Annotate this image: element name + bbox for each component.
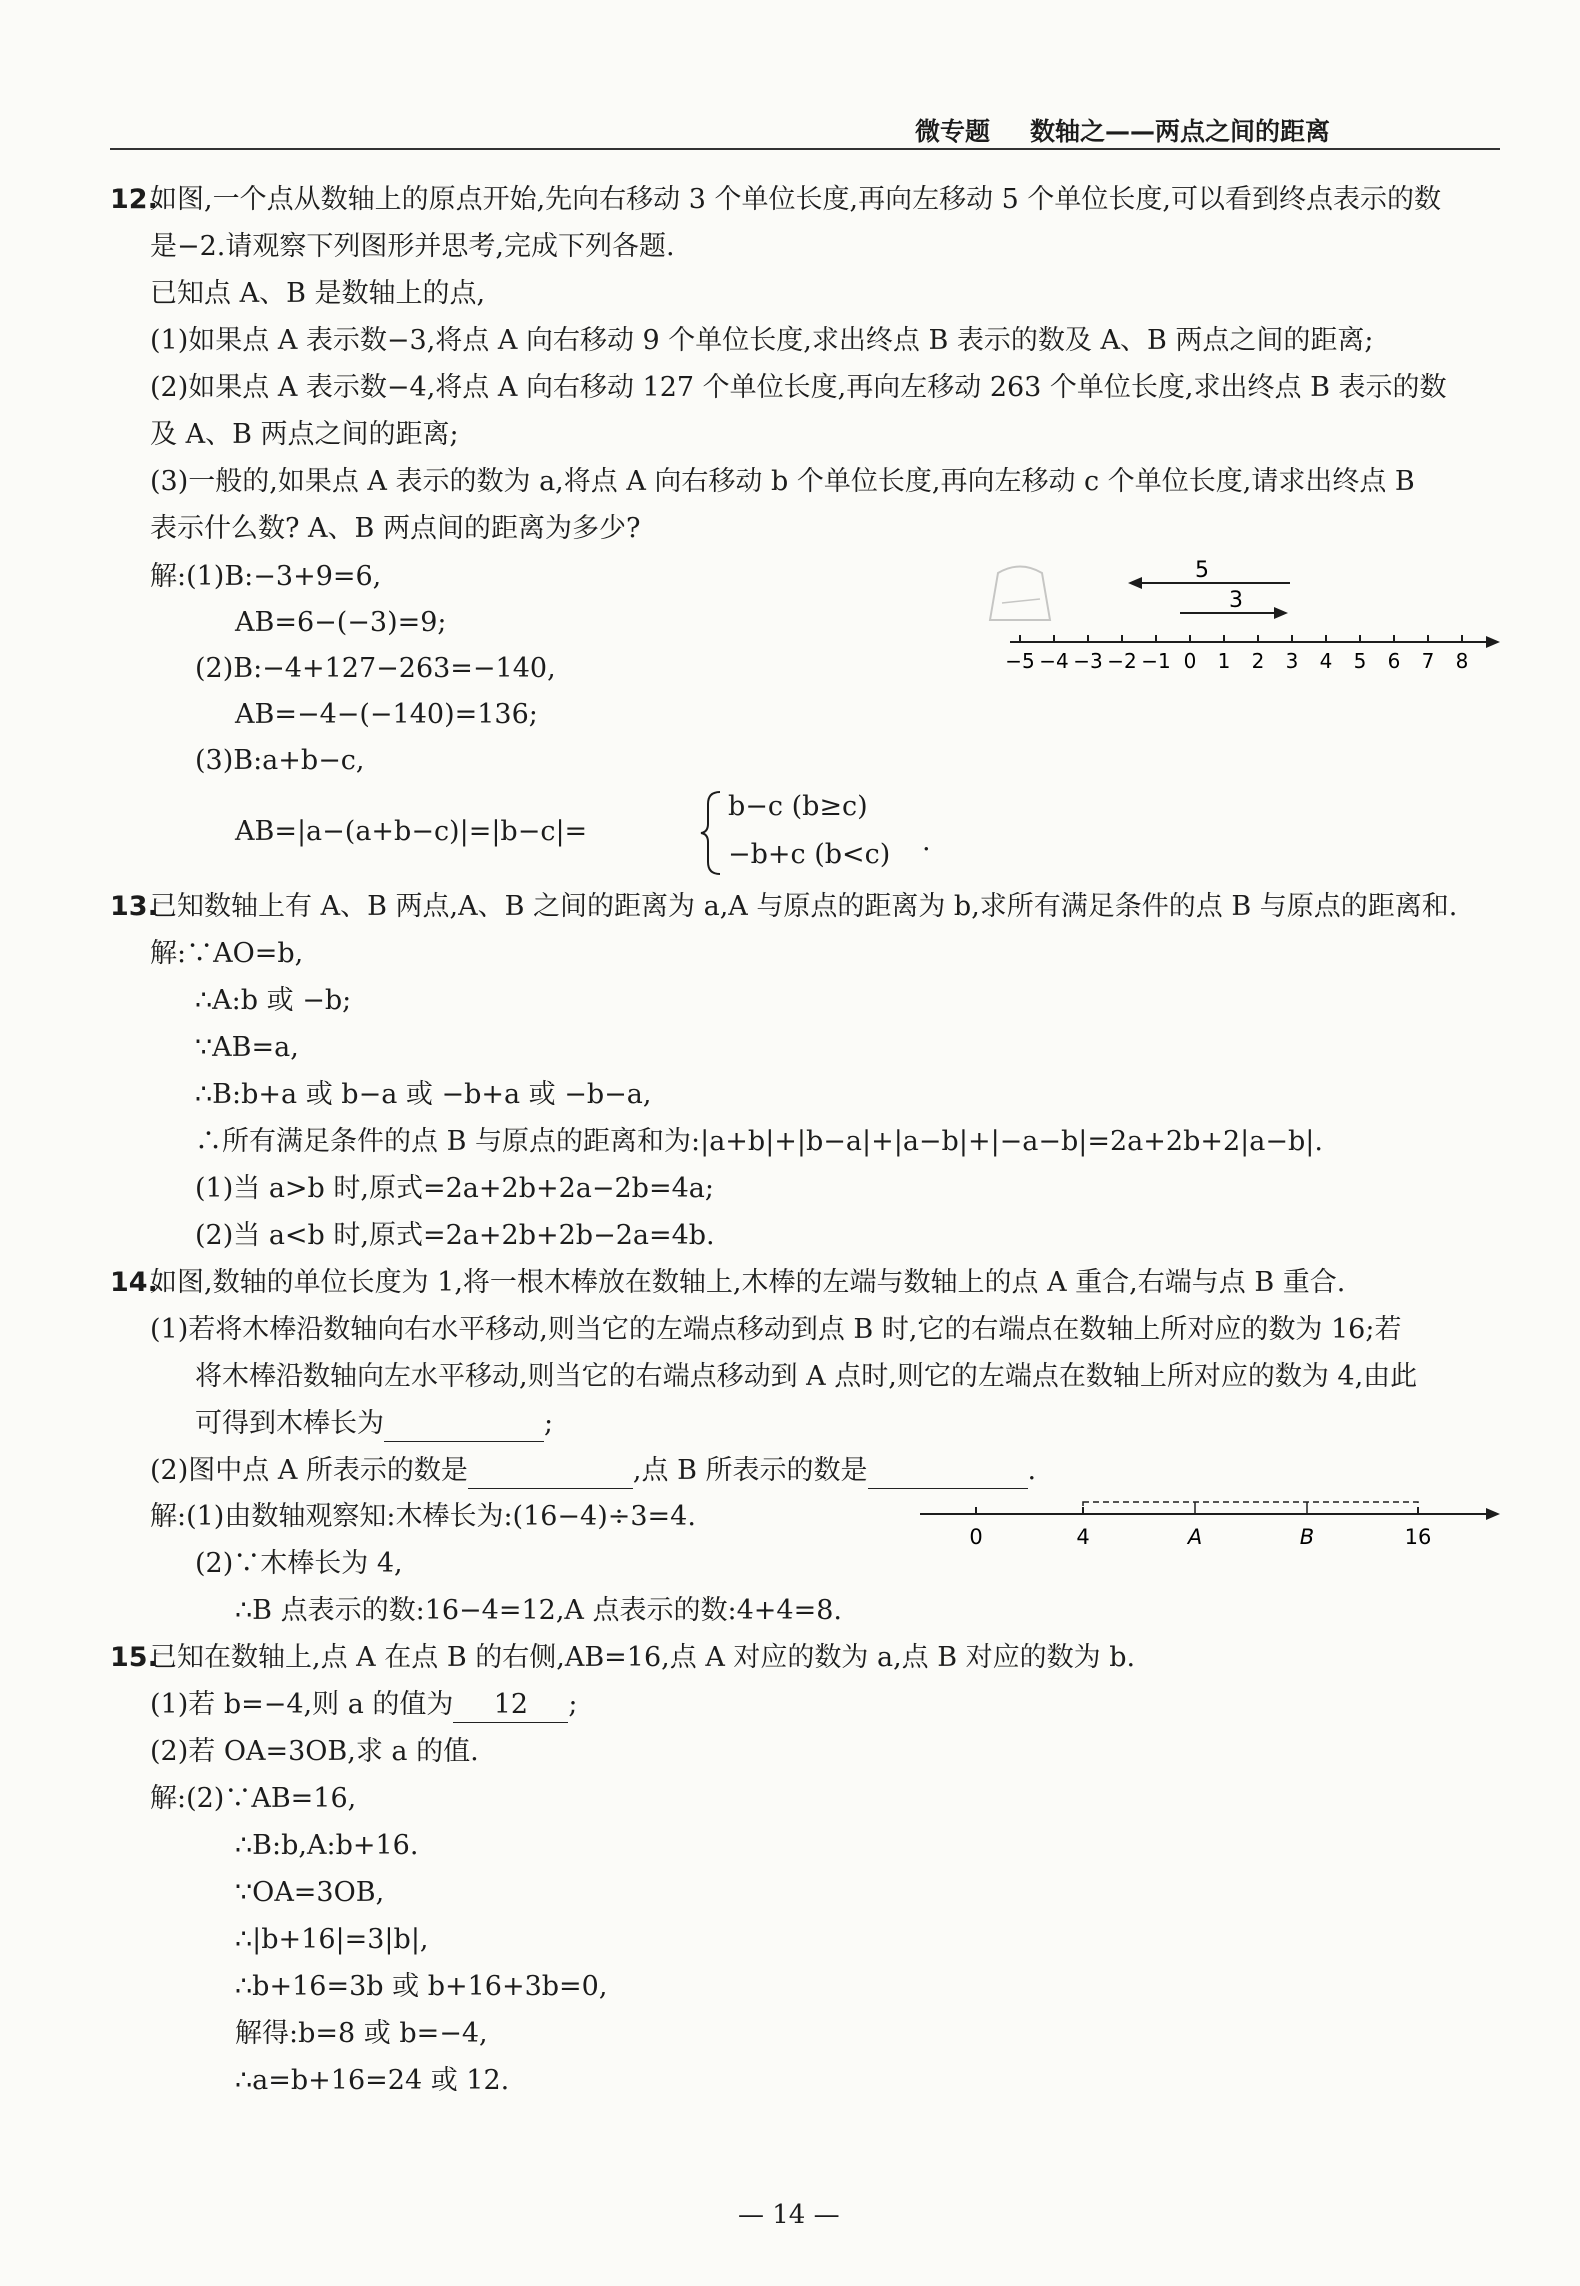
point-label-a: A	[1187, 1525, 1203, 1549]
q14-line: 将木棒沿数轴向左水平移动,则当它的右端点移动到 A 点时,则它的左端点在数轴上所对应的数为 4,由此	[195, 1361, 1418, 1392]
q12-line: 表示什么数? A、B 两点间的距离为多少?	[150, 513, 641, 544]
axis-ticks	[1005, 635, 1468, 673]
q12-line: 是−2.请观察下列图形并思考,完成下列各题.	[150, 231, 675, 262]
q14-line: (1)若将木棒沿数轴向右水平移动,则当它的左端点移动到点 B 时,它的右端点在数轴上所对应的数为 16;若	[150, 1314, 1402, 1345]
q12-line: (3)一般的,如果点 A 表示的数为 a,将点 A 向右移动 b 个单位长度,再向左移动 c 个单位长度,请求出终点 B	[150, 466, 1415, 497]
axis-tick-label: 4	[1319, 649, 1333, 673]
q15-part-1-end: ;	[568, 1689, 578, 1720]
q14-number-line	[910, 1480, 1510, 1555]
axis-tick-label: 6	[1387, 649, 1401, 673]
q15-solution-line: ∴b+16=3b 或 b+16+3b=0,	[235, 1971, 608, 2002]
move-left-arrow	[1128, 558, 1290, 589]
axis-tick-label: 7	[1421, 649, 1435, 673]
q14-line-3	[195, 1407, 553, 1442]
move-right-arrow	[1180, 588, 1288, 619]
stick-length-blank[interactable]	[384, 1407, 544, 1442]
q15-part-1	[150, 1688, 578, 1723]
q14-solution-line: 解:(1)由数轴观察知:木棒长为:(16−4)÷3=4.	[150, 1501, 696, 1532]
axis-tick-label: 3	[1285, 649, 1299, 673]
header-title: 数轴之——两点之间的距离	[1030, 117, 1331, 146]
q12-line: 及 A、B 两点之间的距离;	[150, 419, 459, 450]
q14-line-4	[150, 1454, 1036, 1489]
axis-tick-label: 1	[1217, 649, 1231, 673]
q15-part-2: (2)若 OA=3OB,求 a 的值.	[150, 1736, 479, 1767]
tick-label-0: 0	[969, 1525, 983, 1549]
axis-tick-label: −1	[1141, 649, 1171, 673]
axis-tick-label: 2	[1251, 649, 1265, 673]
q12-solution-ab: AB=|a−(a+b−c)|=|b−c|=	[235, 816, 588, 847]
q14-line-4-end: .	[1027, 1455, 1037, 1486]
axis-tick-label: −2	[1107, 649, 1137, 673]
q15-solution-line: ∴|b+16|=3|b|,	[235, 1924, 429, 1955]
piecewise-case-1: b−c (b≥c)	[728, 791, 868, 822]
q13-solution-line: ∴B:b+a 或 b−a 或 −b+a 或 −b−a,	[195, 1079, 652, 1110]
q13-solution-line: (2)当 a<b 时,原式=2a+2b+2b−2a=4b.	[195, 1220, 715, 1251]
q13-solution-line: ∴所有满足条件的点 B 与原点的距离和为:|a+b|+|b−a|+|a−b|+|−a−b|=2a+2b+2|a−b|.	[195, 1126, 1323, 1157]
q12-solution-line: AB=6−(−3)=9;	[235, 607, 447, 638]
q13-stem: 已知数轴上有 A、B 两点,A、B 之间的距离为 a,A 与原点的距离为 b,求所有满足条件的点 B 与原点的距离和.	[150, 891, 1458, 922]
q15-stem: 已知在数轴上,点 A 在点 B 的右侧,AB=16,点 A 对应的数为 a,点 B 对应的数为 b.	[150, 1642, 1136, 1673]
axis-tick-label: 5	[1353, 649, 1367, 673]
q13-solution-line: ∵AB=a,	[195, 1032, 299, 1063]
q12-number-line	[940, 555, 1520, 680]
q13-solution-line: ∴A:b 或 −b;	[195, 985, 352, 1016]
q15-solution-line: ∴a=b+16=24 或 12.	[235, 2065, 510, 2096]
q14-line-4-mid: ,点 B 所表示的数是	[632, 1455, 868, 1486]
homework-stamp	[990, 567, 1050, 621]
q14-line-4-text: (2)图中点 A 所表示的数是	[150, 1455, 468, 1486]
q12-solution-line: (3)B:a+b−c,	[195, 745, 365, 776]
axis-arrow-head	[1486, 1508, 1500, 1520]
tick-label-16: 16	[1404, 1525, 1432, 1549]
q14-number: 14.	[110, 1267, 158, 1298]
tick-label-4: 4	[1076, 1525, 1090, 1549]
q13-number: 13.	[110, 891, 158, 922]
a-value-answer[interactable]: 12	[453, 1688, 568, 1723]
q12-line: 如图,一个点从数轴上的原点开始,先向右移动 3 个单位长度,再向左移动 5 个单位长度,可以看到终点表示的数	[150, 184, 1442, 215]
piecewise-case-2: −b+c (b<c)	[728, 839, 891, 870]
axis-tick-label: −5	[1005, 649, 1035, 673]
q13-solution-line: (1)当 a>b 时,原式=2a+2b+2a−2b=4a;	[195, 1173, 714, 1204]
q15-solution-line: 解得:b=8 或 b=−4,	[235, 2018, 488, 2049]
header-category: 微专题	[915, 117, 991, 146]
q15-solution-line: ∴B:b,A:b+16.	[235, 1830, 419, 1861]
axis-tick-label: −3	[1073, 649, 1103, 673]
q12-solution-line: 解:(1)B:−3+9=6,	[150, 561, 382, 592]
stick-segments	[1083, 1502, 1418, 1514]
arrow-label-5: 5	[1195, 558, 1209, 583]
q12-number: 12.	[110, 184, 158, 215]
piecewise-end: .	[922, 826, 931, 857]
q14-line-3-text: 可得到木棒长为	[195, 1408, 384, 1439]
q14-solution-line: ∴B 点表示的数:16−4=12,A 点表示的数:4+4=8.	[235, 1595, 842, 1626]
q12-solution-line: AB=−4−(−140)=136;	[235, 699, 538, 730]
axis-tick-label: 0	[1183, 649, 1197, 673]
point-a-blank[interactable]	[468, 1454, 633, 1489]
q12-line: (2)如果点 A 表示数−4,将点 A 向右移动 127 个单位长度,再向左移动 263 个单位长度,求出终点 B 表示的数	[150, 372, 1447, 403]
header-rule	[110, 148, 1500, 150]
q12-line: 已知点 A、B 是数轴上的点,	[150, 278, 486, 309]
axis-tick-label: −4	[1039, 649, 1069, 673]
q14-solution-line: (2)∵木棒长为 4,	[195, 1548, 403, 1579]
q13-solution-line: 解:∵AO=b,	[150, 938, 304, 969]
axis-arrow-head	[1486, 636, 1500, 648]
q12-solution-line: (2)B:−4+127−263=−140,	[195, 653, 556, 684]
left-brace	[698, 788, 728, 878]
q14-stem: 如图,数轴的单位长度为 1,将一根木棒放在数轴上,木棒的左端与数轴上的点 A 重合,右端与点 B 重合.	[150, 1267, 1346, 1298]
point-label-b: B	[1299, 1525, 1315, 1549]
q15-number: 15.	[110, 1642, 158, 1673]
q12-line: (1)如果点 A 表示数−3,将点 A 向右移动 9 个单位长度,求出终点 B 表示的数及 A、B 两点之间的距离;	[150, 325, 1374, 356]
arrow-label-3: 3	[1229, 588, 1243, 613]
q15-solution-line: 解:(2)∵AB=16,	[150, 1783, 357, 1814]
q15-part-1-text: (1)若 b=−4,则 a 的值为	[150, 1689, 454, 1720]
q14-line-3-end: ;	[544, 1408, 554, 1439]
q15-solution-line: ∵OA=3OB,	[235, 1877, 385, 1908]
page-number: — 14 —	[738, 2200, 840, 2230]
axis-tick-label: 8	[1455, 649, 1469, 673]
